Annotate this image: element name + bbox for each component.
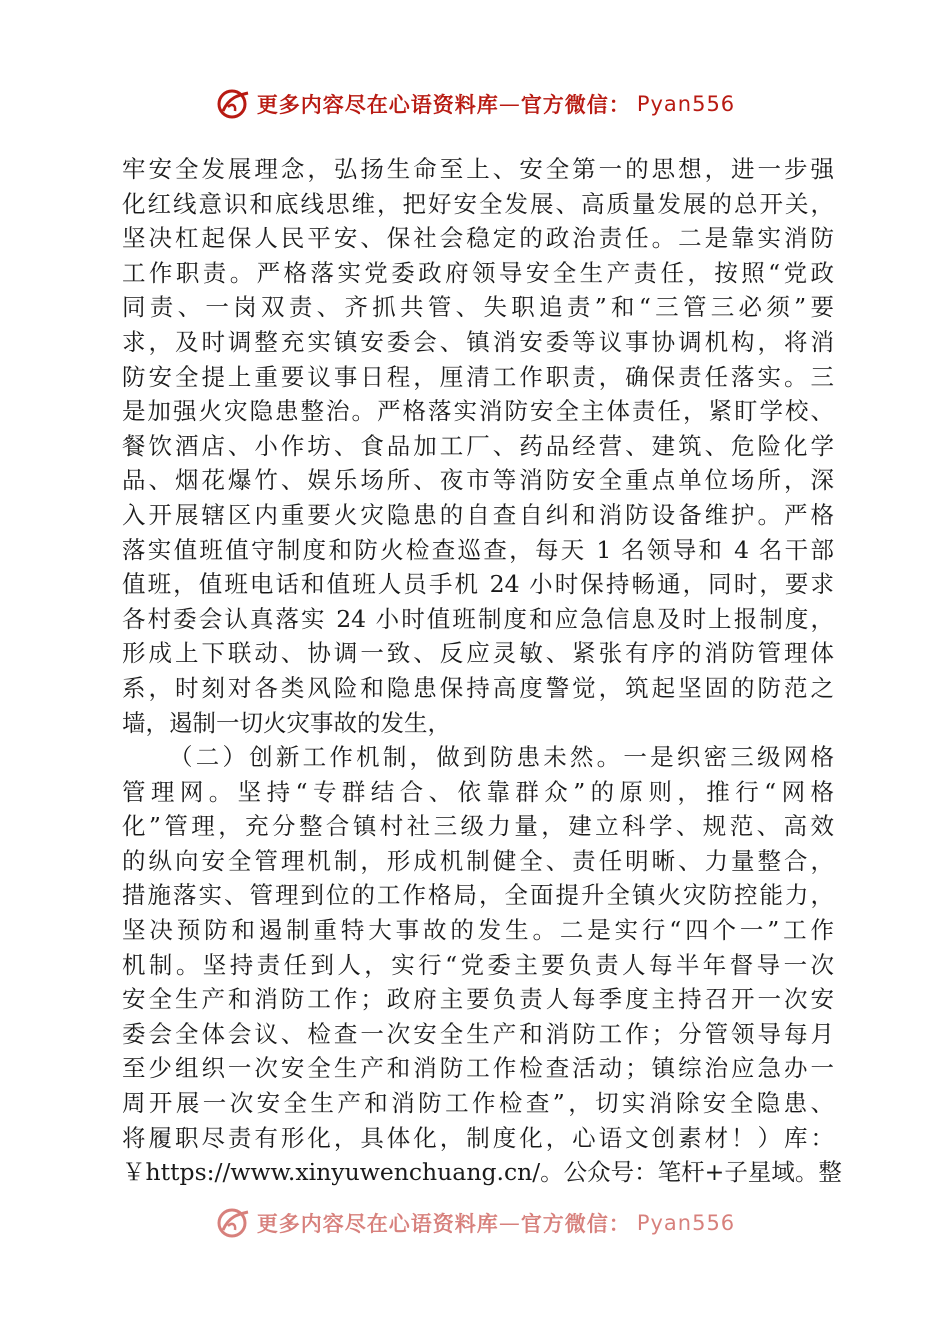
brand-logo-icon [215,87,253,121]
body-line: 周开展一次安全生产和消防工作检查”，切实消除安全隐患、 [122,1089,834,1118]
body-line: 墙，遏制一切火灾事故的发生， [122,708,451,737]
body-line: 落实值班值守制度和防火检查巡查，每天 1 名领导和 4 名干部 [122,535,834,564]
body-line: 牢安全发展理念，弘扬生命至上、安全第一的思想，进一步强 [122,155,834,183]
body-line: 委会全体会议、检查一次安全生产和消防工作；分管领导每月 [122,1019,834,1048]
footer-wechat-label: 官方微信： [520,1212,631,1236]
body-line: 求，及时调整充实镇安委会、镇消安委等议事协调机构，将消 [122,327,834,356]
body-line: 系，时刻对各类风险和隐患保持高度警觉，筑起坚固的防范之 [122,673,834,702]
document-body [122,152,842,1190]
body-line: 将履职尽责有形化，具体化，制度化，心语文创素材！）库： [122,1123,834,1152]
body-line: 化”管理，充分整合镇村社三级力量，建立科学、规范、高效 [122,812,834,841]
body-line: ￥https://www.xinyuwenchuang.cn/。公众号：笔杆+子星域。整 [122,1158,842,1187]
footer-banner [0,1203,950,1243]
body-line: 坚决杠起保人民平安、保社会稳定的政治责任。二是靠实消防 [122,224,834,253]
brand-logo-icon [215,1206,253,1240]
body-line: 至少组织一次安全生产和消防工作检查活动；镇综治应急办一 [122,1054,834,1083]
body-line: 化红线意识和底线思维，把好安全发展、高质量发展的总开关， [122,189,834,218]
header-dash: — [498,92,521,116]
body-line: 工作职责。严格落实党委政府领导安全生产责任，按照“党政 [122,258,834,287]
body-line: 安全生产和消防工作；政府主要负责人每季度主持召开一次安 [122,985,834,1014]
header-wechat-id: Pyan556 [636,92,736,116]
body-line: 的纵向安全管理机制，形成机制健全、责任明晰、力量整合， [122,846,834,875]
body-line: 管理网。坚持“专群结合、依靠群众”的原则，推行“网格 [122,777,834,806]
body-line: 餐饮酒店、小作坊、食品加工厂、药品经营、建筑、危险化学 [122,431,834,460]
body-line: 品、烟花爆竹、娱乐场所、夜市等消防安全重点单位场所，深 [122,466,834,495]
body-line: 机制。坚持责任到人，实行“党委主要负责人每半年督导一次 [122,950,834,979]
header-brand-text: 更多内容尽在心语资料库 [256,93,499,117]
section-heading-line: （二）创新工作机制，做到防患未然。一是织密三级网格 [169,743,834,772]
body-line: 防安全提上重要议事日程，厘清工作职责，确保责任落实。三 [122,362,834,391]
header-banner [0,84,950,124]
body-line: 入开展辖区内重要火灾隐患的自查自纠和消防设备维护。严格 [122,500,834,529]
body-line: 坚决预防和遏制重特大事故的发生。二是实行“四个一”工作 [122,916,834,945]
body-line: 值班，值班电话和值班人员手机 24 小时保持畅通，同时，要求 [122,570,834,599]
body-line: 同责、一岗双责、齐抓共管、失职追责”和“三管三必须”要 [122,293,834,322]
body-line: 形成上下联动、协调一致、反应灵敏、紧张有序的消防管理体 [122,639,834,668]
footer-wechat-id: Pyan556 [636,1211,736,1235]
body-line: 各村委会认真落实 24 小时值班制度和应急信息及时上报制度， [122,604,834,633]
header-wechat-label: 官方微信： [520,93,631,117]
footer-brand-text: 更多内容尽在心语资料库 [256,1212,499,1236]
body-line: 是加强火灾隐患整治。严格落实消防安全主体责任，紧盯学校、 [122,397,834,426]
footer-dash: — [498,1211,521,1235]
body-line: 措施落实、管理到位的工作格局，全面提升全镇火灾防控能力， [122,881,834,910]
